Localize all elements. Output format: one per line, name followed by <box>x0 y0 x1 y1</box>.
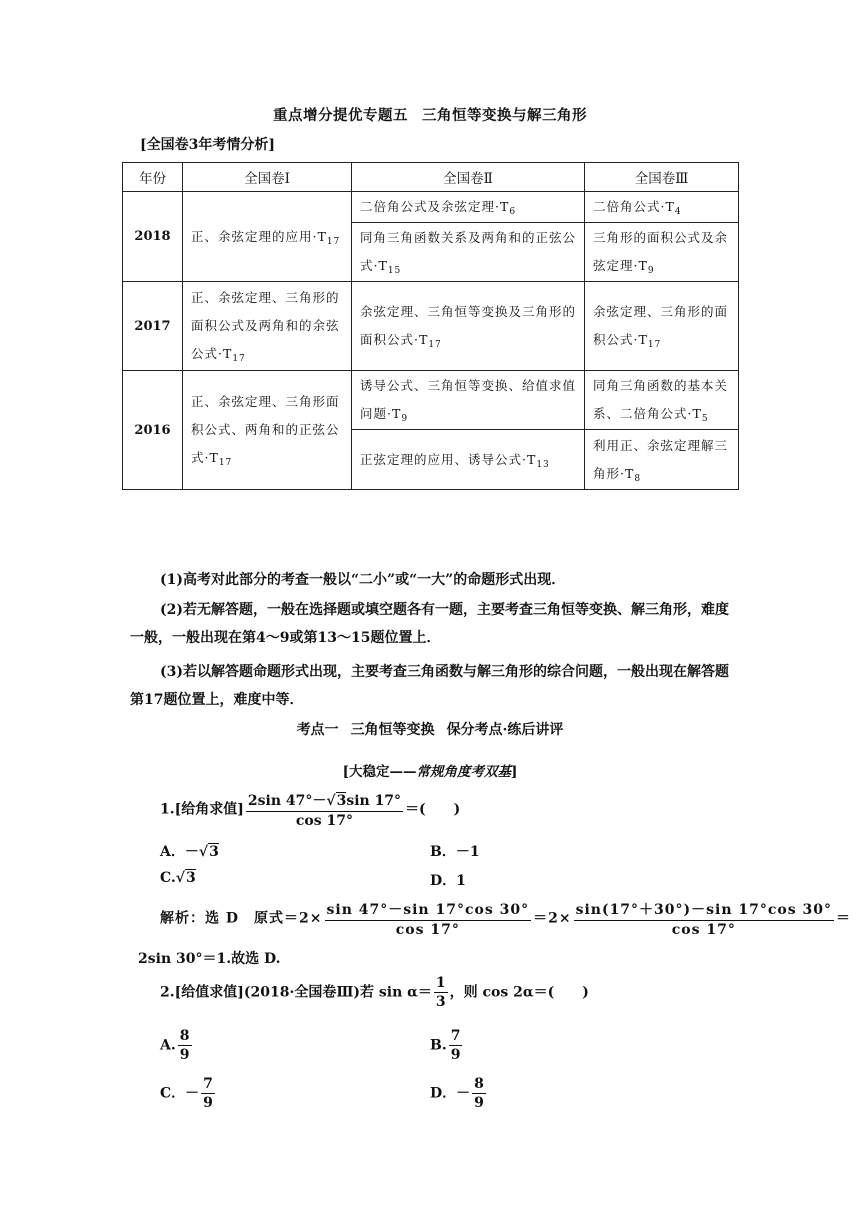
header-paper-3: 全国卷Ⅲ <box>585 163 739 192</box>
cell-2016-paper-3-b: 利用正、余弦定理解三角形$\cdot T_8$ <box>585 430 739 490</box>
question-1-option-b: B．－1 <box>430 844 480 860</box>
cell-2018-paper-1: 正、余弦定理的应用$\cdot T_{17}$ <box>183 192 352 282</box>
question-1-fraction: $\frac{2\sin 47^\circ-√3\sin 17^\circ}{\cos 17^\circ}$ <box>246 790 403 829</box>
subsection-tagline: 常规角度考双基 <box>416 764 511 780</box>
question-1-option-d: D．1 <box>430 873 466 889</box>
question-1-solution: 解析：选 D 原式＝2× $\frac{\sin 47^\circ-\sin 17^\circ\cos 30^\circ}{\cos 17^\circ}$ ＝2× $\frac{\sin(17^\circ+30^\circ)-\sin 17^\circ\cos 30^\circ}{\cos 17^\circ}$ ＝ <box>160 899 851 938</box>
question-2-option-b: B. $\frac{7}{9}$ <box>430 1028 461 1063</box>
section-note: 保分考点·练后讲评 <box>446 722 564 738</box>
question-2-option-d: D．－ $\frac{8}{9}$ <box>430 1076 484 1111</box>
analysis-paragraph-1: (1)高考对此部分的考查一般以“二小”或“一大”的命题形式出现． <box>160 572 566 588</box>
question-1-solution-line-2: 2sin 30°＝1.故选 D. <box>138 951 281 967</box>
header-paper-1: 全国卷Ⅰ <box>183 163 352 192</box>
table-header-row <box>123 163 739 192</box>
section-topic: 三角恒等变换 <box>350 722 435 738</box>
table-row-2017 <box>123 282 739 371</box>
year-cell: 2016 <box>123 371 183 490</box>
table-row-2016 <box>123 371 739 430</box>
year-cell: 2017 <box>123 282 183 371</box>
cell-2016-paper-1: 正、余弦定理、三角形面积公式、两角和的正弦公式$\cdot T_{17}$ <box>183 371 352 490</box>
title-topic: 重点增分提优专题五 <box>273 107 408 124</box>
cell-2016-paper-2-a: 诱导公式、三角恒等变换、给值求值问题$\cdot T_9$ <box>352 371 585 430</box>
cell-2016-paper-2-b: 正弦定理的应用、诱导公式$\cdot T_{13}$ <box>352 430 585 490</box>
section-heading <box>0 719 860 739</box>
question-2-stem: 2.[给值求值](2018·全国卷Ⅲ)若 sin α＝ $\frac{1}{3}$ ，则 cos 2α＝( ) <box>160 975 589 1010</box>
table-row-2018 <box>123 192 739 223</box>
subsection-heading: [大稳定——常规角度考双基] <box>342 764 518 780</box>
header-paper-2: 全国卷Ⅱ <box>352 163 585 192</box>
question-1-option-a: A．－√3 <box>160 844 219 860</box>
cell-2018-paper-2-a: 二倍角公式及余弦定理$\cdot T_6$ <box>352 192 585 223</box>
year-cell: 2018 <box>123 192 183 282</box>
cell-2016-paper-3-a: 同角三角函数的基本关系、二倍角公式$\cdot T_5$ <box>585 371 739 430</box>
title-subject: 三角恒等变换与解三角形 <box>422 107 587 124</box>
cell-2017-paper-1: 正、余弦定理、三角形的面积公式及两角和的余弦公式$\cdot T_{17}$ <box>183 282 352 371</box>
question-2-option-c: C．－ $\frac{7}{9}$ <box>160 1076 213 1111</box>
exam-analysis-heading: [全国卷3年考情分析] <box>140 137 275 153</box>
cell-2018-paper-3-a: 二倍角公式$\cdot T_4$ <box>585 192 739 223</box>
cell-2018-paper-2-b: 同角三角函数关系及两角和的正弦公式$\cdot T_{15}$ <box>352 223 585 282</box>
cell-2017-paper-2: 余弦定理、三角恒等变换及三角形的面积公式$\cdot T_{17}$ <box>352 282 585 371</box>
question-1-option-c: C.√3 <box>160 870 196 886</box>
header-year: 年份 <box>123 163 183 192</box>
analysis-paragraph-3: (3)若以解答题命题形式出现，主要考查三角函数与解三角形的综合问题，一般出现在解答题第17题位置上，难度中等． <box>130 664 729 708</box>
question-2-option-a: A. $\frac{8}{9}$ <box>160 1028 190 1063</box>
analysis-paragraph-2: (2)若无解答题，一般在选择题或填空题各有一题，主要考查三角恒等变换、解三角形，难度一般，一般出现在第4～9或第13～15题位置上． <box>130 602 729 646</box>
question-1-stem: 1.[给角求值] $\frac{2\sin 47^\circ-√3\sin 17^\circ}{\cos 17^\circ}$ ＝( ) <box>160 790 460 829</box>
exam-analysis-table <box>122 162 739 490</box>
section-number: 考点一 <box>296 722 339 738</box>
cell-2018-paper-3-b: 三角形的面积公式及余弦定理$\cdot T_9$ <box>585 223 739 282</box>
cell-2017-paper-3: 余弦定理、三角形的面积公式$\cdot T_{17}$ <box>585 282 739 371</box>
page-title <box>0 104 860 125</box>
